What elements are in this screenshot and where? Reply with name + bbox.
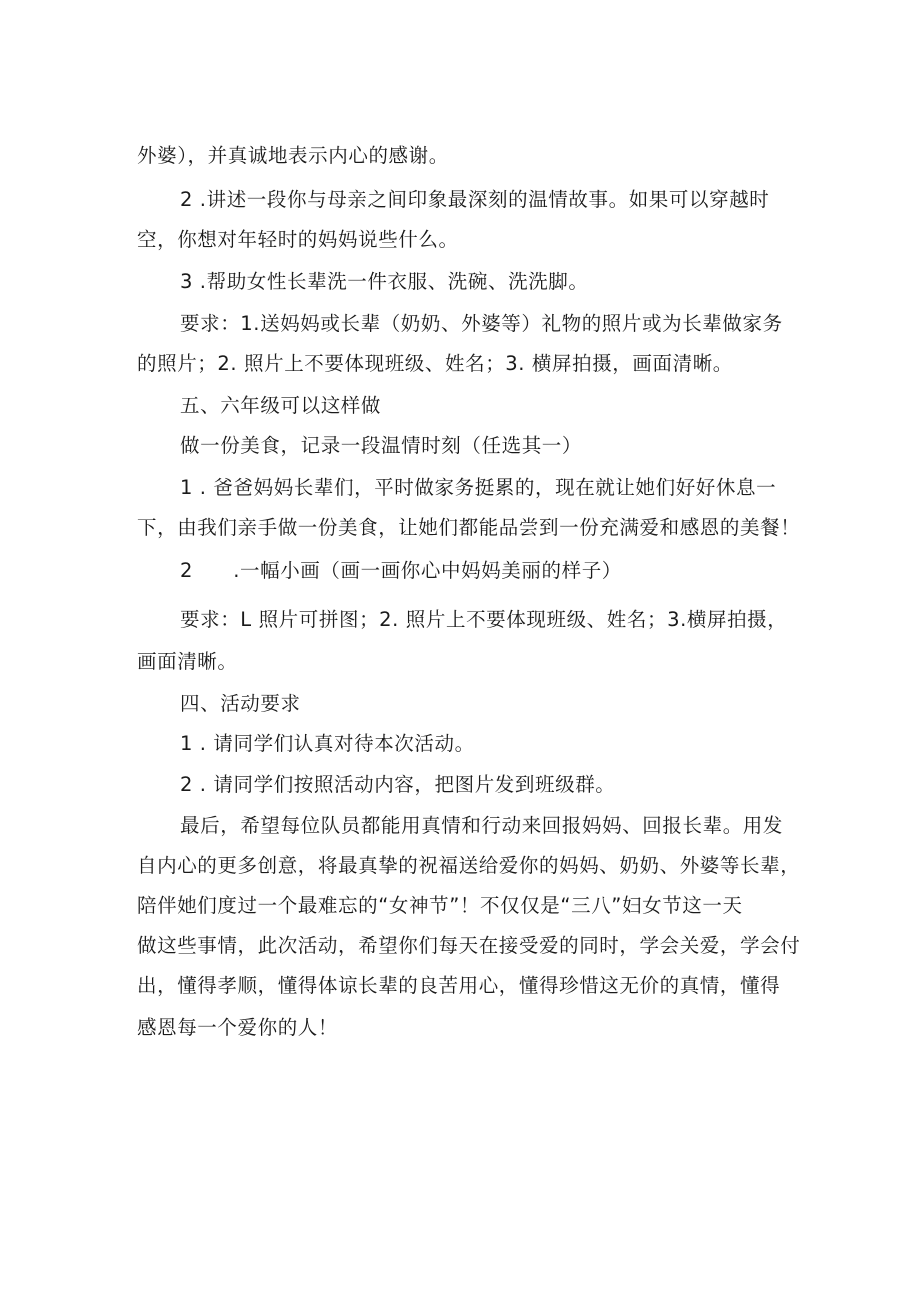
section-heading: 五、六年级可以这样做	[180, 394, 382, 417]
paragraph-line: 2 .讲述一段你与母亲之间印象最深刻的温情故事。如果可以穿越时	[180, 188, 770, 211]
paragraph-line: 出，懂得孝顺，懂得体谅长辈的良苦用心，懂得珍惜这无价的真情，懂得	[137, 974, 781, 997]
paragraph-line: 做这些事情，此次活动，希望你们每天在接受爱的同时，学会关爱，学会付	[137, 934, 801, 957]
paragraph-line: 空，你想对年轻时的妈妈说些什么。	[137, 228, 459, 251]
paragraph-line: 做一份美食，记录一段温情时刻（任选其一）	[180, 434, 583, 457]
paragraph-line: 3 .帮助女性长辈洗一件衣服、洗碗、洗洗脚。	[180, 270, 589, 293]
paragraph-line: 陪伴她们度过一个最难忘的“女神节”！不仅仅是“三八”妇女节这一天	[137, 894, 743, 917]
paragraph-line: 要求：1.送妈妈或长辈（奶奶、外婆等）礼物的照片或为长辈做家务	[180, 312, 783, 335]
paragraph-line: 的照片；2. 照片上不要体现班级、姓名；3. 横屏拍摄，画面清晰。	[137, 352, 733, 375]
paragraph-line: 外婆），并真诚地表示内心的感谢。	[137, 144, 449, 167]
paragraph-line: 1 . 爸爸妈妈长辈们，平时做家务挺累的，现在就让她们好好休息一	[180, 476, 777, 499]
paragraph-line: 2 .一幅小画（画一画你心中妈妈美丽的样子）	[180, 559, 622, 582]
paragraph-line: 最后，希望每位队员都能用真情和行动来回报妈妈、回报长辈。用发	[180, 814, 784, 837]
paragraph-line: 2 . 请同学们按照活动内容，把图片发到班级群。	[180, 773, 616, 796]
section-heading: 四、活动要求	[180, 692, 301, 715]
paragraph-line: 1 . 请同学们认真对待本次活动。	[180, 732, 475, 755]
paragraph-line: 要求：L 照片可拼图；2. 照片上不要体现班级、姓名；3.横屏拍摄，	[180, 608, 788, 631]
paragraph-line: 感恩每一个爱你的人！	[137, 1016, 339, 1039]
paragraph-line: 下，由我们亲手做一份美食，让她们都能品尝到一份充满爱和感恩的美餐！	[137, 516, 801, 539]
paragraph-line: 自内心的更多创意，将最真挚的祝福送给爱你的妈妈、奶奶、外婆等长辈，	[137, 854, 801, 877]
paragraph-line: 画面清晰。	[137, 650, 238, 673]
